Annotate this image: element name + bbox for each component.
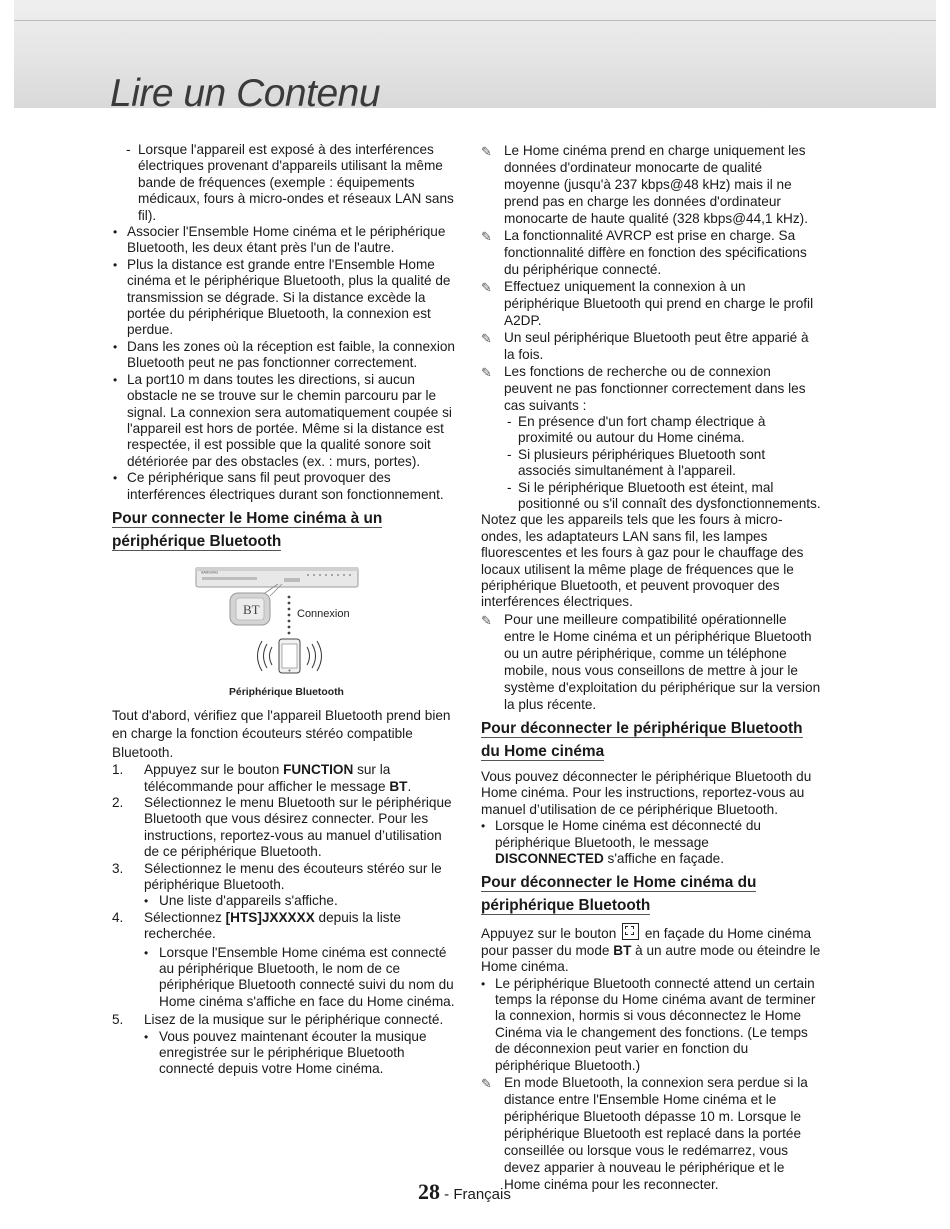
note-text: Pour une meilleure compatibilité opérationnelle entre le Home cinéma et un périphérique Bluetooth ou un autre périphérique, comme un téléphone mobile, nous vous conseillons de mettre à jour le système d'exploitation du périphérique sur la version la plus récente.	[504, 611, 821, 712]
paragraph-text: Appuyez sur le bouton	[481, 926, 621, 942]
step-text: Appuyez sur le bouton	[144, 762, 284, 778]
bullet-item: • Plus la distance est grande entre l'Ensemble Home cinéma et le périphérique Bluetooth, plus la qualité de transmission se dégrade. Si la distance excède la portée du périphérique Bluetooth, la connexion est perdue.	[113, 256, 451, 338]
dash-text: Si le périphérique Bluetooth est éteint, mal positionné ou s'il connaît des dysfonctionnements.	[518, 479, 821, 512]
bullet-bold: DISCONNECTED	[495, 850, 604, 866]
step-number: 1.	[112, 762, 124, 778]
device-caption: Périphérique Bluetooth	[229, 686, 344, 698]
step-sub-item: • Une liste d'appareils s'affiche.	[144, 893, 338, 909]
step-number: 3.	[112, 860, 124, 876]
step-text: Lisez de la musique sur le périphérique connecté.	[144, 1012, 444, 1028]
note-item	[481, 363, 821, 414]
bt-label: BT	[243, 601, 260, 617]
paragraph-text: en façade du Home cinéma pour passer du mode	[481, 926, 812, 958]
dash-item: - Si plusieurs périphériques Bluetooth sont associés simultanément à l'appareil.	[507, 446, 766, 479]
section-title-connect	[112, 507, 382, 555]
note-text: La fonctionnalité AVRCP est prise en charge. Sa fonctionnalité diffère en fonction des spécifications du périphérique connecté.	[504, 228, 807, 277]
disconnect-home-paragraph	[481, 923, 821, 975]
bullet-text: Ce périphérique sans fil peut provoquer des interférences électriques durant son fonctionnement.	[127, 470, 444, 502]
step-sub-text: Lorsque l'Ensemble Home cinéma est connecté au périphérique Bluetooth, le nom de ce périphérique Bluetooth connecté suivi du nom du Home cinéma s'affiche en face du Home cinéma.	[159, 944, 455, 1009]
note-item	[481, 142, 821, 227]
bullet-text: Plus la distance est grande entre l'Ensemble Home cinéma et le périphérique Bluetooth, plus la qualité de transmission se dégrade. Si la distance excède la portée du périphérique Bluetooth, la connexion est perdue.	[127, 256, 451, 338]
footer-language: Français	[453, 1186, 511, 1203]
pencil-note-icon: ✎	[481, 365, 492, 380]
step-bold: [HTS]JXXXXX	[225, 909, 315, 925]
steps-list	[112, 762, 455, 1078]
dash-item: - En présence d'un fort champ électrique à proximité ou autour du Home cinéma.	[507, 414, 766, 446]
step-item	[112, 1012, 455, 1028]
note-text: Les fonctions de recherche ou de connexion peuvent ne pas fonctionner correctement dans les cas suivants :	[504, 364, 806, 413]
dash-text: En présence d'un fort champ électrique à proximité ou autour du Home cinéma.	[518, 414, 766, 446]
step-text: Sélectionnez	[144, 909, 226, 925]
connexion-label: Connexion	[297, 607, 350, 620]
step-sub-item: • Lorsque l'Ensemble Home cinéma est connecté au périphérique Bluetooth, le nom de ce périphérique Bluetooth connecté suivi du nom du Home cinéma s'affiche en face du Home cinéma.	[144, 944, 455, 1009]
bullet-item: • La port10 m dans toutes les directions, si aucun obstacle ne se trouve sur le chemin parcouru par le signal. La connexion sera automatiquement coupée si l'appareil est hors de portée. Même si la distance est respectée, il est possible que la qualité sonore soit détériorée par des obstacles (ex. : murs, portes).	[113, 371, 452, 469]
interference-paragraph: Notez que les appareils tels que les fours à micro-ondes, les adaptateurs LAN sans fil, les lampes fluorescentes et les fours à gaz pour le chauffage des locaux utilisent la même plage de fréquences que le périphérique Bluetooth, et peuvent provoquer des interférences électriques.	[481, 512, 804, 610]
pencil-note-icon: ✎	[481, 612, 492, 628]
bullet-item: • Lorsque le Home cinéma est déconnecté du périphérique Bluetooth, le message DISCONNECTED s'affiche en façade.	[481, 818, 761, 866]
pencil-note-icon: ✎	[481, 229, 492, 244]
bullet-item: • Dans les zones où la réception est faible, la connexion Bluetooth peut ne pas fonctionner correctement.	[113, 338, 455, 371]
section-title-line: Pour connecter le Home cinéma à un	[112, 509, 383, 527]
dash-marker: -	[126, 142, 131, 157]
step-text: Sélectionnez le menu Bluetooth sur le périphérique Bluetooth que vous désirez connecter. Pour les instructions, reportez-vous au manuel d’utilisation de ce périphérique Bluetooth.	[144, 794, 452, 860]
header-rule	[14, 20, 936, 21]
bullet-text: s'affiche en façade.	[603, 850, 725, 866]
home-cinema-device	[196, 567, 358, 587]
dash-item: - Si le périphérique Bluetooth est éteint, mal positionné ou s'il connaît des dysfonctionnements.	[507, 479, 821, 512]
note-item	[481, 227, 821, 278]
page-title: Lire un Contenu	[110, 72, 381, 115]
section-title-line: Pour déconnecter le Home cinéma du	[481, 874, 757, 892]
step-sub-text: Une liste d'appareils s'affiche.	[159, 893, 338, 909]
bullet-item: • Associer l'Ensemble Home cinéma et le périphérique Bluetooth, les deux étant près l'un de l'autre.	[113, 224, 446, 256]
section-title-line: du Home cinéma	[481, 742, 605, 760]
step-sub-text: Vous pouvez maintenant écouter la musique enregistrée sur le périphérique Bluetooth connecté depuis votre Home cinéma.	[159, 1028, 427, 1077]
step-item	[112, 910, 455, 943]
step-text: Sélectionnez le menu des écouteurs stéréo sur le périphérique Bluetooth.	[144, 860, 442, 892]
bullet-text: Lorsque le Home cinéma est déconnecté du périphérique Bluetooth, le message	[495, 818, 761, 850]
pencil-note-icon: ✎	[481, 331, 492, 346]
step-text: sur la télécommande pour afficher le message	[144, 762, 391, 794]
footer-separator: -	[440, 1186, 454, 1203]
section-title-disconnect-device	[481, 717, 803, 765]
paragraph-text: à un autre mode ou éteindre le Home cinéma.	[481, 942, 821, 975]
left-column	[112, 142, 455, 1078]
bullet-item: • Ce périphérique sans fil peut provoquer des interférences électriques durant son fonctionnement.	[113, 470, 444, 502]
dash-text: Lorsque l'appareil est exposé à des interférences électriques provenant d'appareils utilisant la même bande de fréquences (exemple : équipements médicaux, fours à micro-ondes et réseaux LAN sans fil).	[138, 142, 454, 223]
pencil-note-icon: ✎	[481, 144, 492, 159]
bullet-text: Dans les zones où la réception est faible, la connexion Bluetooth peut ne pas fonctionner correctement.	[127, 338, 455, 371]
function-button-icon	[622, 923, 639, 940]
note-item	[481, 1074, 821, 1193]
page-number: 28	[418, 1179, 440, 1204]
step-item	[112, 861, 455, 894]
step-sub-item: • Vous pouvez maintenant écouter la musique enregistrée sur le périphérique Bluetooth connecté depuis votre Home cinéma.	[144, 1028, 427, 1077]
step-item	[112, 762, 455, 795]
note-item	[481, 611, 821, 713]
connection-diagram	[112, 567, 455, 707]
bullet-text: La port10 m dans toutes les directions, si aucun obstacle ne se trouve sur le chemin parcouru par le signal. La connexion sera automatiquement coupée si l'appareil est hors de portée. Même si la distance est respectée, il est possible que la qualité sonore soit détériorée par des obstacles (ex. : murs, portes).	[127, 371, 452, 469]
paragraph-bold: BT	[613, 942, 632, 958]
section-title-line: périphérique Bluetooth	[481, 897, 651, 915]
dash-text: Si plusieurs périphériques Bluetooth sont associés simultanément à l'appareil.	[518, 446, 766, 479]
step-bold: FUNCTION	[283, 762, 354, 778]
step-number: 4.	[112, 909, 124, 925]
lead-paragraph: Tout d'abord, vérifiez que l'appareil Bluetooth prend bien en charge la fonction écouteurs stéréo compatible Bluetooth.	[112, 707, 451, 760]
step-number: 2.	[112, 794, 124, 810]
connection-dots	[288, 596, 291, 635]
bullet-item: • Le périphérique Bluetooth connecté attend un certain temps la réponse du Home cinéma avant de terminer la connexion, hormis si vous déconnectez le Home Cinéma via le changement des fonctions. (Le temps de déconnexion peut varier en fonction du périphérique Bluetooth.)	[481, 975, 816, 1073]
note-text: En mode Bluetooth, la connexion sera perdue si la distance entre l'Ensemble Home cinéma et le périphérique Bluetooth dépasse 10 m. Lorsque le périphérique Bluetooth est replacé dans la portée conseillée ou lorsque vous le redémarrez, vous devez apparier à nouveau le périphérique et le Home cinéma pour les reconnecter.	[504, 1074, 808, 1192]
dash-item	[112, 142, 455, 224]
pencil-note-icon: ✎	[481, 1075, 492, 1091]
note-text: Le Home cinéma prend en charge uniquement les données d'ordinateur monocarte de qualité moyenne (jusqu'à 237 kbps@48 kHz) mais il ne prend pas en charge les données d'ordinateur monocarte de haute qualité (328 kbps@44,1 kHz).	[504, 143, 808, 226]
step-text: depuis la liste recherchée.	[144, 909, 401, 942]
bt-display-zoom	[230, 593, 270, 625]
step-bold: BT	[389, 778, 408, 794]
note-text: Effectuez uniquement la connexion à un périphérique Bluetooth qui prend en charge le profil A2DP.	[504, 279, 814, 328]
device-brand: SAMSUNG	[201, 570, 219, 575]
bullet-text: Le périphérique Bluetooth connecté attend un certain temps la réponse du Home cinéma avant de terminer la connexion, hormis si vous déconnectez le Home Cinéma via le changement des fonctions. (Le temps de déconnexion peut varier en fonction du périphérique Bluetooth.)	[495, 975, 816, 1073]
step-text: .	[407, 778, 412, 794]
bluetooth-phone	[279, 639, 300, 673]
note-item	[481, 278, 821, 329]
diagram-svg	[112, 567, 455, 707]
right-column	[481, 142, 821, 1193]
step-item	[112, 795, 455, 861]
pencil-note-icon: ✎	[481, 280, 492, 295]
note-item	[481, 329, 821, 363]
bullet-text: Associer l'Ensemble Home cinéma et le périphérique Bluetooth, les deux étant près l'un de l'autre.	[127, 224, 446, 256]
disconnect-device-paragraph: Vous pouvez déconnecter le périphérique Bluetooth du Home cinéma. Pour les instructions, reportez-vous au manuel d’utilisation de ce périphérique Bluetooth.	[481, 768, 812, 817]
page-footer	[418, 1179, 511, 1205]
section-title-line: périphérique Bluetooth	[112, 532, 282, 550]
note-text: Un seul périphérique Bluetooth peut être apparié à la fois.	[504, 330, 809, 362]
section-title-disconnect-home	[481, 871, 756, 919]
step-number: 5.	[112, 1012, 124, 1028]
section-title-line: Pour déconnecter le périphérique Bluetooth	[481, 719, 803, 737]
